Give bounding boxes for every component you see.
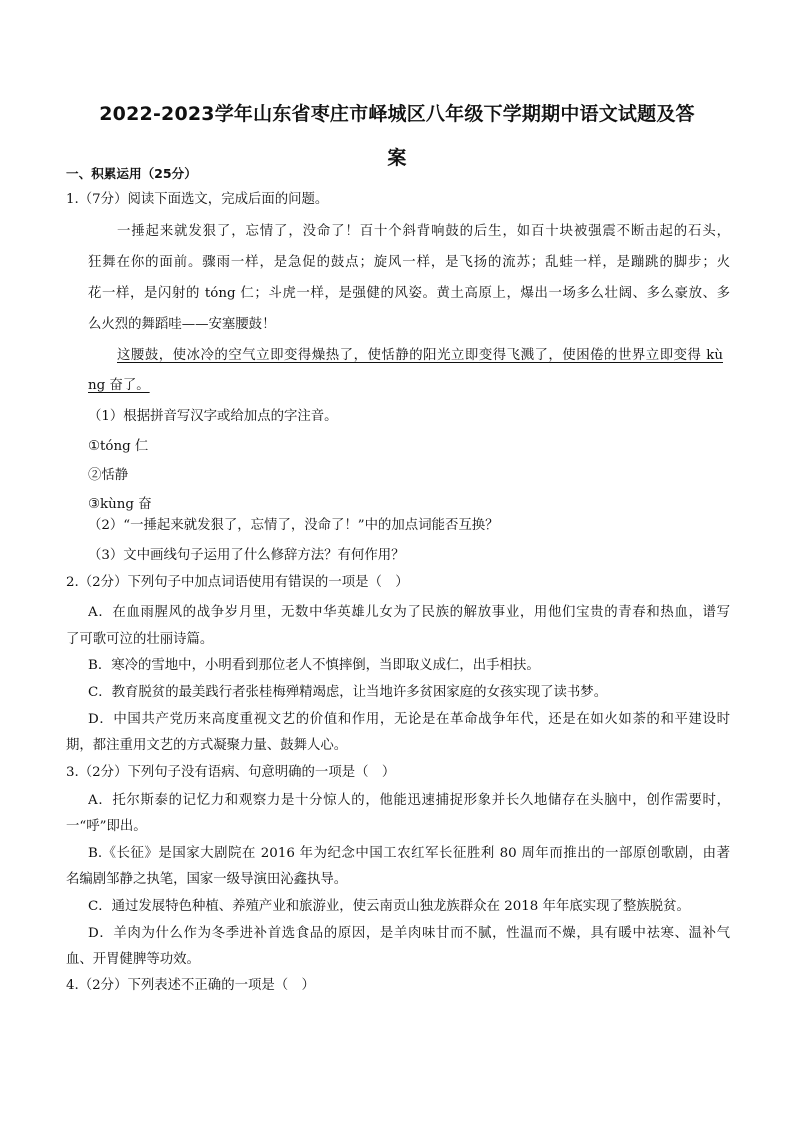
text-line: 名编剧邹静之执笔，国家一级导演田沁鑫执导。 bbox=[66, 872, 348, 887]
text-line: ng 奋了。 bbox=[88, 378, 150, 393]
text-line: A．托尔斯泰的记忆力和观察力是十分惊人的，他能迅速捕捉形象并长久地储存在头脑中，创作需要时， bbox=[88, 793, 730, 808]
text-line: 1.（7分）阅读下面选文，完成后面的问题。 bbox=[66, 192, 329, 207]
text-line: （3）文中画线句子运用了什么修辞方法？有何作用？ bbox=[88, 548, 405, 563]
text-line: 么火烈的舞蹈哇——安塞腰鼓！ bbox=[88, 317, 276, 332]
text-line: B．寒冷的雪地中，小明看到那位老人不慎摔倒，当即取义成仁，出手相扶。 bbox=[88, 658, 540, 673]
text-line: 狂舞在你的面前。骤雨一样，是急促的鼓点；旋风一样，是飞扬的流苏；乱蛙一样，是蹦跳的脚步；火 bbox=[88, 255, 730, 270]
text-line: 一“呼”即出。 bbox=[66, 819, 147, 834]
text-line: B.《长征》是国家大剧院在 2016 年为纪念中国工农红军长征胜利 80 周年而推出的一部原创歌剧，由著 bbox=[88, 846, 730, 861]
text-line: （2）“一捶起来就发狠了，忘情了，没命了！”中的加点词能否互换？ bbox=[88, 518, 499, 533]
text-line: 3.（2分）下列句子没有语病、句意明确的一项是（ ） bbox=[66, 765, 396, 780]
text-line: 了可歌可泣的壮丽诗篇。 bbox=[66, 632, 214, 647]
text-line: A．在血雨腥风的战争岁月里，无数中华英雄儿女为了民族的解放事业，用他们宝贵的青春和热血，谱写 bbox=[88, 605, 730, 620]
title-line-2: 案 bbox=[387, 147, 407, 169]
text-line: C．通过发展特色种植、养殖产业和旅游业，使云南贡山独龙族群众在 2018 年年底实现了整族脱贫。 bbox=[88, 899, 690, 914]
text-line: C．教育脱贫的最美践行者张桂梅殚精竭虑，让当地许多贫困家庭的女孩实现了读书梦。 bbox=[88, 685, 608, 700]
text-line: 期，都注重用文艺的方式凝聚力量、鼓舞人心。 bbox=[66, 738, 348, 753]
text-line: 花一样，是闪射的 tóng 仁；斗虎一样，是强健的风姿。黄土高原上，爆出一场多么壮阔、多么豪放、多 bbox=[88, 286, 730, 301]
text-line: 这腰鼓，使冰冷的空气立即变得燥热了，使恬静的阳光立即变得飞溅了，使困倦的世界立即变得 kù bbox=[117, 348, 723, 363]
text-line: 一、积累运用（25分） bbox=[66, 166, 197, 181]
text-line: ②恬静 bbox=[88, 468, 129, 483]
title-line-1: 2022-2023学年山东省枣庄市峄城区八年级下学期期中语文试题及答 bbox=[99, 103, 695, 125]
text-line: D．羊肉为什么作为冬季进补首选食品的原因，是羊肉味甘而不腻，性温而不燥，具有暖中祛寒、温补气 bbox=[88, 926, 730, 941]
text-line: D．中国共产党历来高度重视文艺的价值和作用，无论是在革命战争年代，还是在如火如荼的和平建设时 bbox=[88, 712, 730, 727]
text-line: ①tóng 仁 bbox=[88, 439, 149, 454]
text-line: （1）根据拼音写汉字或给加点的字注音。 bbox=[88, 409, 338, 424]
text-line: 血、开胃健脾等功效。 bbox=[66, 952, 200, 967]
text-line: 一捶起来就发狠了，忘情了，没命了！百十个斜背响鼓的后生，如百十块被强震不断击起的石头， bbox=[117, 224, 730, 239]
text-line: 2.（2分）下列句子中加点词语使用有错误的一项是（ ） bbox=[66, 575, 409, 590]
text-line: 4.（2分）下列表述不正确的一项是（ ） bbox=[66, 978, 315, 993]
text-line: ③kùng 奋 bbox=[88, 497, 152, 512]
